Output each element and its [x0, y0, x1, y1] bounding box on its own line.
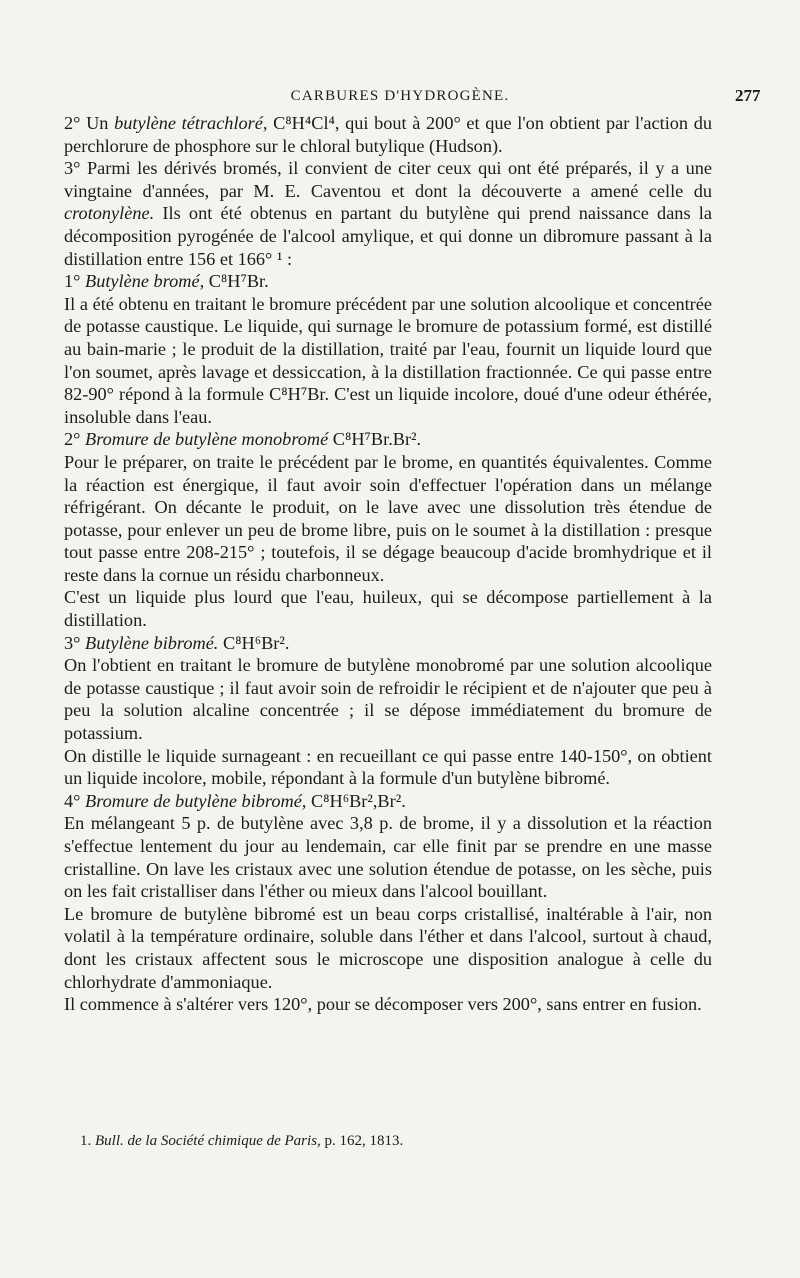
- paragraph: [64, 451, 712, 587]
- paragraph-text: Il a été obtenu en traitant le bromure précédent par une solution alcoolique et concentrée de potasse caustique. Le liquide, qui surnage le bromure de potassium formé, est distillé au bain-marie ; le produit de la distillation, traité par l'eau, fournit un liquide lourd que l'on soumet, après lavage et dessiccation, à la distillation fractionnée. Ce qui passe entre 82-90° répond à la formule C⁸H⁷Br. C'est un liquide incolore, doué d'une odeur éthérée, insoluble dans l'eau.: [64, 293, 712, 427]
- paragraph-text: 2° Un: [64, 113, 115, 133]
- paragraph: [64, 654, 712, 744]
- paragraph: [64, 632, 712, 655]
- page-number: 277: [735, 86, 761, 105]
- paragraph-text: Le bromure de butylène bibromé est un beau corps cristallisé, inaltérable à l'air, non volatil à la température ordinaire, soluble dans l'éther et dans l'alcool, surtout à chaud, dont les cristaux affectent sous le microscope une disposition analogue à celle du chlorhydrate d'ammoniaque.: [64, 903, 712, 992]
- paragraph: [64, 428, 712, 451]
- paragraph-text: On l'obtient en traitant le bromure de butylène monobromé par une solution alcoolique de potasse caustique ; il faut avoir soin de refroidir le récipient et de n'ajouter que peu à peu la solution alcaline concentrée ; il se dépose immédiatement du bromure de potassium.: [64, 655, 712, 744]
- paragraph-italic-text: Bromure de butylène monobromé: [85, 429, 329, 450]
- paragraph: [64, 586, 712, 631]
- paragraph-text: Ils ont été obtenus en partant du butylène qui prend naissance dans la décomposition pyrogénée de l'alcool amylique, et qui donne un dibromure passant à la distillation entre 156 et 166° ¹ :: [64, 203, 712, 269]
- paragraph-text: On distille le liquide surnageant : en recueillant ce qui passe entre 140-150°, on obtient un liquide incolore, mobile, répondant à la formule d'un butylène bibromé.: [64, 745, 712, 789]
- footnote-source: Bull. de la Société chimique de Paris,: [95, 1133, 321, 1149]
- running-title: CARBURES D'HYDROGÈNE.: [290, 88, 510, 104]
- paragraph-text: 3° Parmi les dérivés bromés, il convient de citer ceux qui ont été préparés, il y a une vingtaine d'années, par M. E. Caventou et dont la découverte a amené celle du: [64, 158, 712, 201]
- paragraph: [64, 812, 712, 902]
- paragraph-text: En mélangeant 5 p. de butylène avec 3,8 p. de brome, il y a dissolution et la réaction s'effectue lentement du jour au lendemain, car elle finit par se prendre en une masse cristalline. On lave les cristaux avec une solution étendue de potasse, on les sèche, puis on les fait cristalliser dans l'éther ou mieux dans l'alcool bouillant.: [64, 813, 712, 902]
- paragraph-text: C⁸H⁶Br².: [218, 632, 290, 653]
- paragraph: [64, 293, 712, 429]
- paragraph-text: C'est un liquide plus lourd que l'eau, huileux, qui se décompose partiellement à la distillation.: [64, 587, 712, 631]
- footnote: [80, 1131, 720, 1151]
- paragraph-italic-text: Butylène bibromé.: [85, 632, 219, 653]
- paragraph-text: C⁸H⁶Br²,Br².: [306, 790, 406, 811]
- paragraph-text: C⁸H⁷Br.: [204, 271, 269, 292]
- paragraph-text: 4°: [64, 790, 86, 811]
- paragraph-text: C⁸H⁴Cl⁴, qui bout à 200° et que l'on obtient par l'action du perchlorure de phosphore sur le chloral butylique (Hudson).: [64, 113, 712, 156]
- paragraph-text: 2°: [64, 429, 86, 450]
- paragraph-italic-text: Bromure de butylène bibromé,: [85, 790, 307, 811]
- paragraph-text: Pour le préparer, on traite le précédent par le brome, en quantités équivalentes. Comme la réaction est énergique, il faut avoir soin d'effectuer l'opération dans un mélange réfrigérant. On décante le produit, on le lave avec une dissolution très étendue de potasse, pour enlever un peu de brome libre, puis on le soumet à la distillation : presque tout passe entre 208-215° ; toutefois, il se dégage beaucoup d'acide bromhydrique et il reste dans la cornue un résidu charbonneux.: [64, 451, 712, 585]
- paragraph-italic-text: butylène tétrachloré,: [114, 113, 268, 133]
- paragraph: [64, 993, 712, 1016]
- paragraph-text: C⁸H⁷Br.Br².: [328, 429, 422, 450]
- paragraph-italic-text: Butylène bromé,: [85, 271, 205, 292]
- body-text: [64, 112, 712, 1016]
- paragraph-text: 3°: [64, 632, 86, 653]
- paragraph: [64, 270, 712, 293]
- paragraph-text: Il commence à s'altérer vers 120°, pour se décomposer vers 200°, sans entrer en fusion.: [64, 994, 702, 1015]
- paragraph-italic-text: crotonylène.: [64, 203, 155, 224]
- paragraph: [64, 903, 712, 993]
- paragraph: [64, 745, 712, 790]
- paragraph: [64, 112, 712, 157]
- footnote-reference: p. 162, 1813.: [320, 1133, 404, 1149]
- paragraph-text: 1°: [64, 271, 86, 292]
- footnote-number: 1.: [80, 1133, 95, 1149]
- paragraph: [64, 790, 712, 813]
- paragraph: [64, 157, 712, 270]
